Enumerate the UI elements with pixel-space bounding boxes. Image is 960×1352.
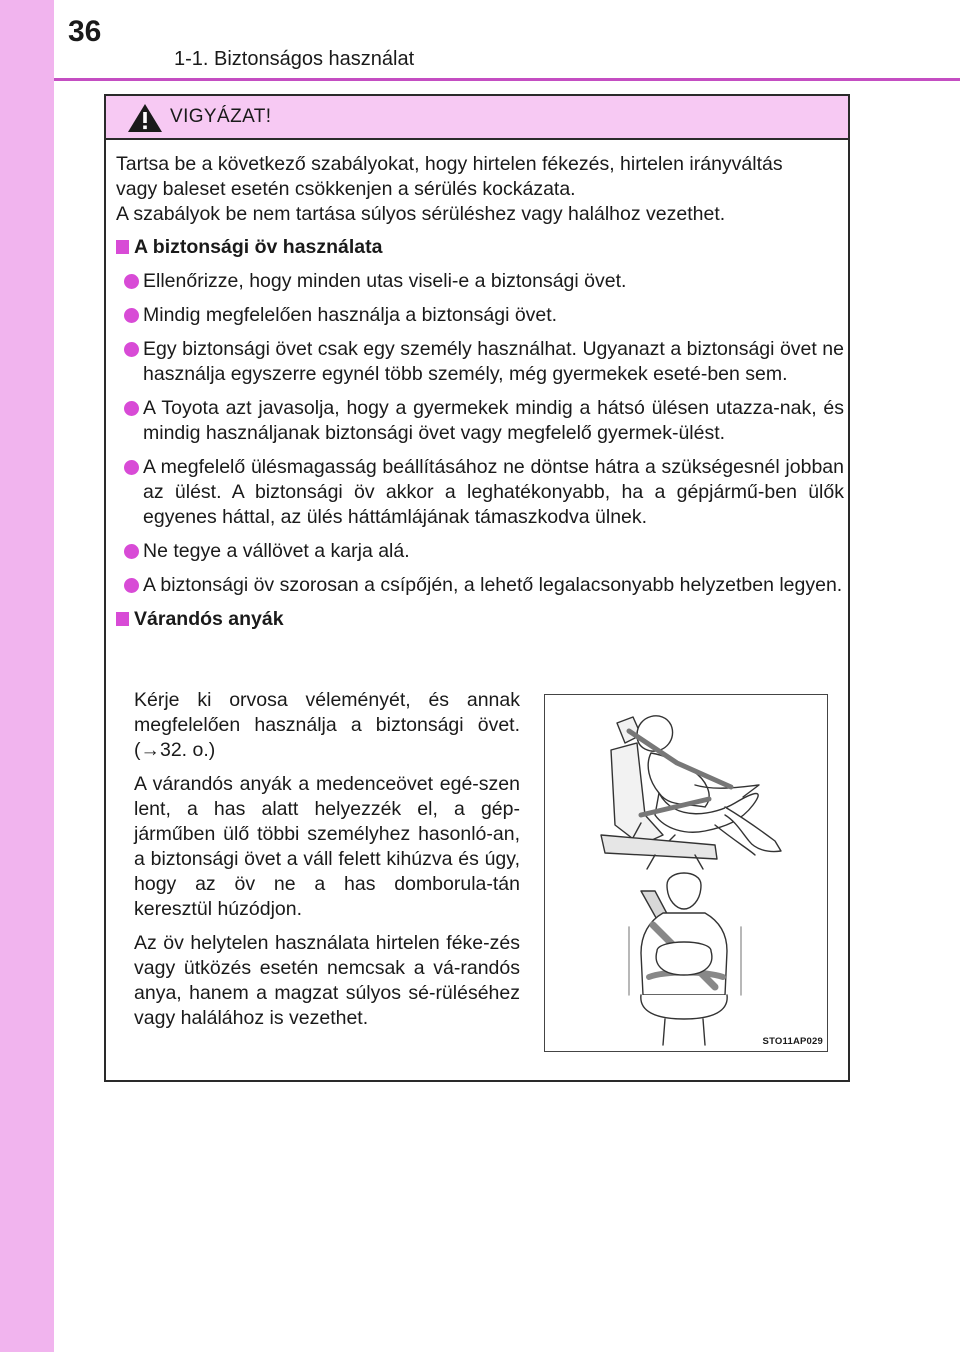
list-item-text: Egy biztonsági övet csak egy személy használhat. Ugyanazt a biztonsági övet ne használja egyszerre egynél több személy, még gyermekek eseté-ben sem.	[143, 338, 844, 385]
pregnant-seatbelt-illustration	[544, 694, 828, 1052]
pregnant-text	[134, 688, 520, 1040]
pregnant-heading-text: Várandós anyák	[134, 608, 284, 630]
list-item	[116, 573, 844, 598]
list-item	[116, 455, 844, 530]
square-bullet-icon	[116, 240, 129, 254]
warning-header	[106, 96, 848, 140]
list-item-text: A biztonsági öv szorosan a csípőjén, a lehető legalacsonyabb helyzetben legyen.	[143, 574, 843, 596]
pregnant-heading	[116, 607, 844, 632]
circle-bullet-icon	[124, 342, 139, 357]
list-item-text: Mindig megfelelően használja a biztonsági övet.	[143, 304, 558, 326]
intro-line: A szabályok be nem tartása súlyos sérüléshez vagy halálhoz vezethet.	[116, 203, 726, 225]
list-item	[116, 303, 844, 328]
list-item-text: Ellenőrizze, hogy minden utas viseli-e a biztonsági övet.	[143, 270, 627, 292]
list-item-text: A Toyota azt javasolja, hogy a gyermekek mindig a hátsó ülésen utazza-nak, és mindig használjanak biztonsági övet vagy megfelelő gyermek-ülést.	[143, 397, 844, 444]
list-item	[116, 539, 844, 564]
side-tab	[0, 0, 54, 1352]
circle-bullet-icon	[124, 460, 139, 475]
list-item-text: Ne tegye a vállövet a karja alá.	[143, 540, 410, 562]
circle-bullet-icon	[124, 274, 139, 289]
section-title: 1-1. Biztonságos használat	[174, 48, 415, 70]
warning-intro	[116, 152, 844, 227]
paragraph: A várandós anyák a medenceövet egé-szen lent, a has alatt helyezzék el, a gép-járműben ülő többi személyhez hasonló-an, a biztonsági övet a váll felett kihúzva és úgy, hogy az öv ne a has domborula-tán keresztül húzódjon.	[134, 773, 520, 920]
square-bullet-icon	[116, 612, 129, 626]
page-number: 36	[68, 15, 102, 48]
circle-bullet-icon	[124, 544, 139, 559]
circle-bullet-icon	[124, 401, 139, 416]
list-item	[116, 337, 844, 387]
warning-box	[104, 94, 850, 1082]
list-item	[116, 269, 844, 294]
intro-line: vagy baleset esetén csökkenjen a sérülés kockázata.	[116, 178, 576, 200]
header-rule	[54, 78, 960, 81]
seatbelt-heading	[116, 235, 844, 260]
warning-triangle-icon	[127, 103, 163, 133]
paragraph: Az öv helytelen használata hirtelen féke-zés vagy ütközés esetén nemcsak a vá-randós anya, hanem a magzat súlyos sé-rüléséhez vagy halálához is vezethet.	[134, 932, 520, 1029]
circle-bullet-icon	[124, 578, 139, 593]
warning-body	[116, 152, 844, 641]
circle-bullet-icon	[124, 308, 139, 323]
warning-title: VIGYÁZAT!	[170, 106, 272, 127]
list-item	[116, 396, 844, 446]
intro-line: Tartsa be a következő szabályokat, hogy hirtelen fékezés, hirtelen irányváltás	[116, 153, 783, 175]
list-item-text: A megfelelő ülésmagasság beállításához ne döntse hátra a szükségesnél jobban az ülést. A biztonsági öv akkor a leghatékonyabb, ha a gépjármű-ben ülők egyenes háttal, az ülés háttámlájának támaszkodva ülnek.	[143, 456, 844, 528]
paragraph: Kérje ki orvosa véleményét, és annak megfelelően használja a biztonsági övet. (→32. o.)	[134, 689, 520, 761]
front-view-figure	[629, 873, 741, 1045]
illustration-code: STO11AP029	[762, 1036, 823, 1047]
seatbelt-heading-text: A biztonsági öv használata	[134, 236, 383, 258]
side-view-figure	[601, 716, 781, 869]
